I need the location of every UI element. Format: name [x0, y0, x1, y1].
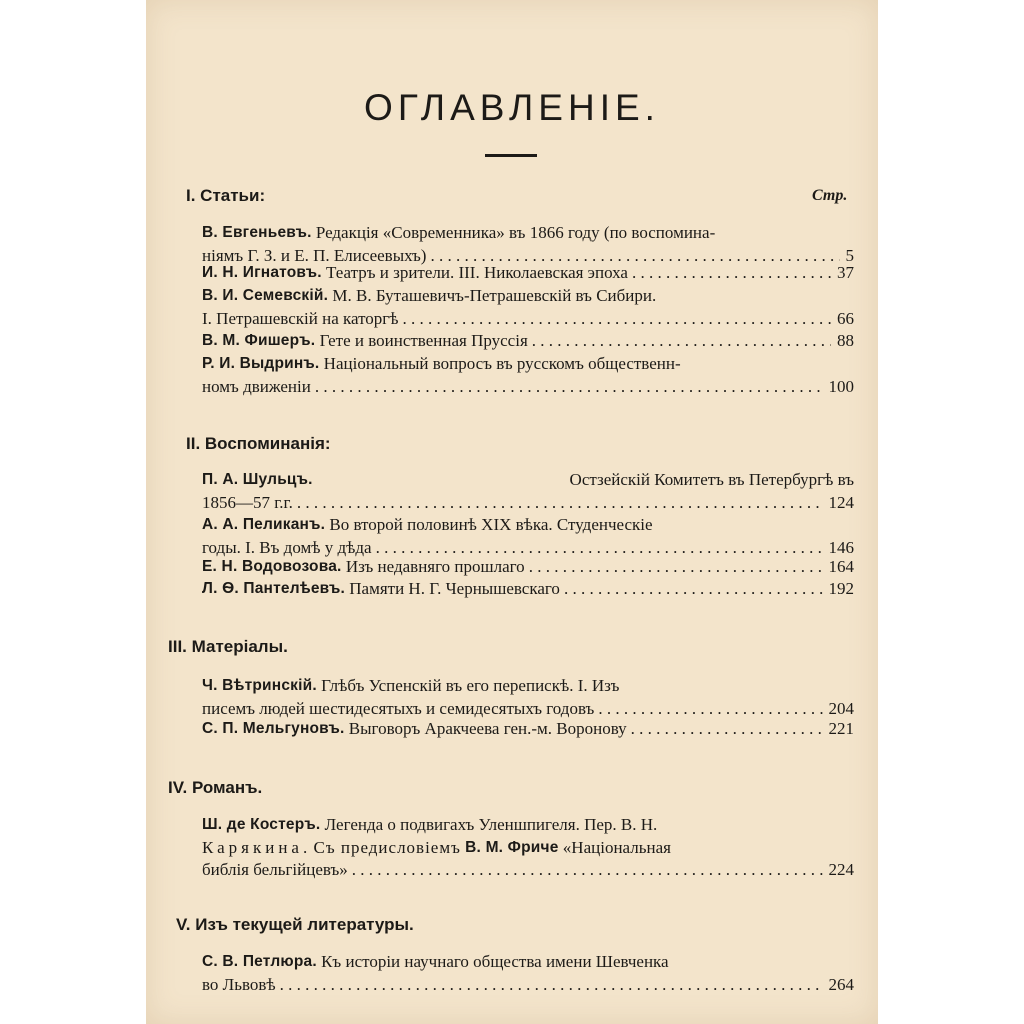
toc-entry[interactable]	[202, 222, 854, 267]
toc-entry[interactable]	[202, 556, 854, 579]
entry-page: 37	[837, 263, 854, 282]
entry-title: Легенда о подвигахъ Уленшпигеля. Пер. В. Н.	[324, 815, 658, 834]
dot-leader	[598, 698, 822, 721]
dot-leader	[632, 262, 831, 285]
entry-title: Національный вопросъ въ русскомъ общественн-	[323, 354, 681, 373]
entry-title-cont: 1856—57 г.г.	[202, 492, 293, 512]
entry-page: 100	[828, 376, 854, 396]
dot-leader	[532, 330, 831, 353]
toc-entry[interactable]	[202, 262, 854, 285]
toc-entry[interactable]	[202, 718, 854, 741]
entry-author: Л. Ѳ. Пантелѣевъ.	[202, 580, 345, 597]
entry-title-cont: I. Петрашевскій на каторгѣ	[202, 308, 399, 328]
toc-entry[interactable]	[202, 814, 854, 882]
page-column-label: Стр.	[812, 187, 848, 204]
entry-title: Выговоръ Аракчеева ген.-м. Воронову	[348, 719, 627, 738]
entry-author: Ч. Вѣтринскій.	[202, 677, 317, 694]
entry-page: 5	[845, 245, 854, 265]
toc-entry[interactable]	[202, 330, 854, 353]
toc-entry[interactable]	[202, 514, 854, 559]
toc-entry[interactable]	[202, 675, 854, 720]
document-page	[146, 0, 878, 1024]
entry-author: В. М. Фишеръ.	[202, 332, 316, 349]
section-heading-novel: IV. Романъ.	[168, 778, 263, 797]
entry-title-cont: . Съ предисловіемъ	[302, 837, 461, 857]
entry-page: 221	[828, 719, 854, 738]
entry-author: С. В. Петлюра.	[202, 953, 317, 970]
entry-title: Редакція «Современника» въ 1866 году (по воспомина-	[315, 223, 716, 242]
entry-title: Памяти Н. Г. Чернышевскаго	[349, 579, 560, 598]
toc-entry[interactable]	[202, 285, 854, 330]
entry-author: С. П. Мельгуновъ.	[202, 720, 345, 737]
section-heading-memoirs: II. Воспоминанія:	[186, 434, 331, 453]
entry-title: Остзейскій Комитетъ въ Петербургѣ въ	[569, 470, 854, 489]
entry-title: М. В. Буташевичъ-Петрашевскій въ Сибири.	[332, 286, 657, 305]
dot-leader	[529, 556, 823, 579]
title-divider	[485, 154, 537, 157]
entry-page: 204	[828, 698, 854, 718]
entry-title-cont: ніямъ Г. З. и Е. П. Елисеевыхъ)	[202, 245, 427, 265]
dot-leader	[315, 376, 823, 399]
section-heading-current-literature: V. Изъ текущей литературы.	[176, 915, 414, 934]
entry-title: Къ исторіи научнаго общества имени Шевченка	[321, 952, 669, 971]
entry-page: 224	[828, 860, 854, 879]
section-heading-materials: III. Матеріалы.	[168, 637, 288, 656]
dot-leader	[297, 492, 823, 515]
entry-page: 164	[828, 557, 854, 576]
section-heading-articles: I. Статьи:	[186, 186, 266, 205]
toc-entry[interactable]	[202, 951, 854, 996]
entry-author: Е. Н. Водовозова.	[202, 558, 342, 575]
entry-title-cont: номъ движеніи	[202, 376, 311, 396]
toc-entry[interactable]	[202, 469, 854, 514]
page-title: ОГЛАВЛЕНІЕ.	[364, 87, 660, 128]
entry-title-cont: во Львовѣ	[202, 974, 276, 994]
dot-leader	[564, 578, 823, 601]
entry-author: В. Евгеньевъ.	[202, 224, 312, 241]
entry-title: Глѣбъ Успенскій въ его перепискѣ. I. Изъ	[321, 676, 620, 695]
entry-page: 192	[828, 579, 854, 598]
entry-author: П. А. Шульцъ.	[202, 471, 313, 488]
entry-author: А. А. Пеликанъ.	[202, 516, 326, 533]
entry-title-cont: библія бельгійцевъ»	[202, 860, 348, 879]
toc-entry[interactable]	[202, 353, 854, 398]
dot-leader	[403, 308, 831, 331]
entry-title-cont: «Національная	[562, 837, 671, 857]
entry-author: Ш. де Костеръ.	[202, 816, 321, 833]
entry-title-cont: годы. I. Въ домѣ у дѣда	[202, 537, 372, 557]
dot-leader	[631, 718, 823, 741]
entry-author: И. Н. Игнатовъ.	[202, 264, 322, 281]
toc-entry[interactable]	[202, 578, 854, 601]
entry-page: 124	[828, 492, 854, 512]
entry-author: В. И. Семевскій.	[202, 287, 329, 304]
dot-leader	[352, 859, 823, 882]
entry-author: Р. И. Выдринъ.	[202, 355, 320, 372]
entry-title: Во второй половинѣ XIX вѣка. Студенческіе	[329, 515, 653, 534]
entry-page: 264	[828, 974, 854, 994]
dot-leader	[280, 974, 823, 997]
entry-title: Изъ недавняго прошлаго	[345, 557, 525, 576]
entry-title: Театръ и зрители. III. Николаевская эпоха	[326, 263, 628, 282]
preface-author: В. М. Фриче	[465, 838, 559, 856]
entry-page: 146	[828, 537, 854, 557]
entry-page: 66	[837, 308, 854, 328]
entry-title: Гете и воинственная Пруссія	[319, 331, 528, 350]
translator-name: Карякина	[202, 837, 303, 857]
entry-title-cont: писемъ людей шестидесятыхъ и семидесятыхъ годовъ	[202, 698, 595, 718]
entry-page: 88	[837, 331, 854, 350]
